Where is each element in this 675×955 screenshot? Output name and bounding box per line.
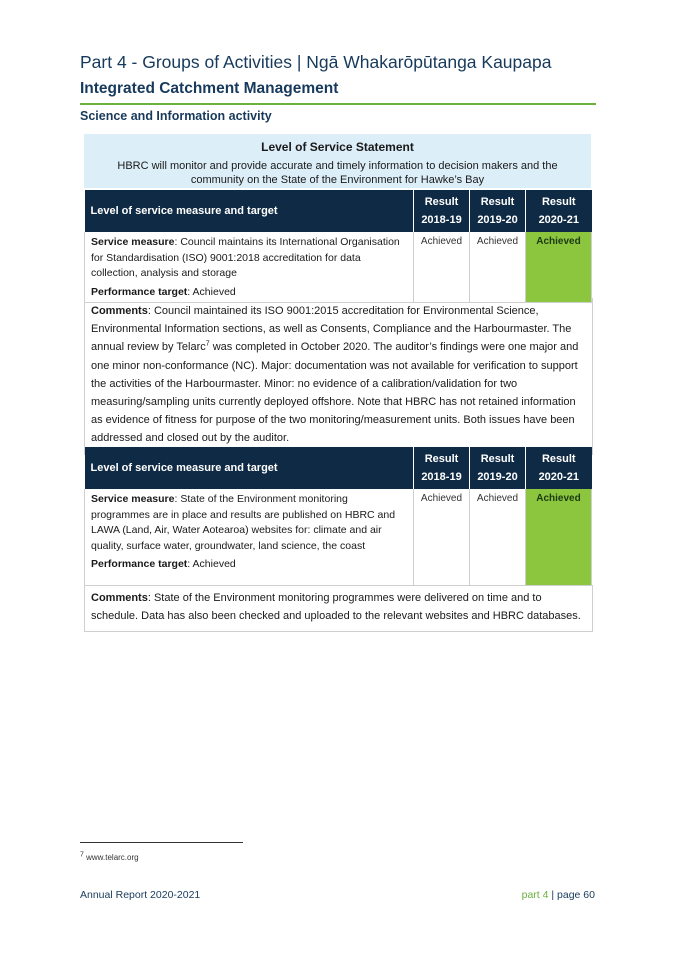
los-title: Level of Service Statement (261, 140, 414, 154)
measure-table-1 (84, 190, 592, 303)
table-row (85, 232, 592, 303)
service-measure: Service measure: Council maintains its International Organisation for Standardisation (ISO) 9001:2018 accreditation for data collection, analysis and storage (91, 236, 400, 279)
header-result-2020-21: Result 2020-21 (526, 447, 592, 489)
activity-title: Science and Information activity (80, 109, 272, 123)
performance-target: Performance target: Achieved (91, 558, 236, 570)
header-result-2019-20: Result 2019-20 (470, 447, 526, 489)
result-2019-20: Achieved (470, 232, 526, 303)
footnote-divider (80, 842, 243, 843)
footer-page-info: part 4 | page 60 (521, 889, 595, 901)
service-measure-cell (85, 232, 414, 303)
performance-target: Performance target: Achieved (91, 285, 236, 298)
header-result-2019-20: Result 2019-20 (470, 190, 526, 232)
comments-2: Comments: State of the Environment monitoring programmes were delivered on time and to schedule. Data has also been checked and uploaded to the relevant websites and HBRC databases. (84, 585, 593, 632)
comments-1: Comments: Council maintained its ISO 9001:2015 accreditation for Environmental Science, Environmental Information sections, as well as Consents, Compliance and the Harbourmaster. The annual review by Telarc$^7$ was completed in October 2020. The auditor’s findings were one major and one minor non-conformance (NC). Major: documentation was not available for verification to support the activities of the Harbourmaster. Minor: no evidence of a calibration/validation for two measuring/sampling units currently deployed offshore. Note that HBRC has not retained information as evidence of fitness for purpose of the two monitoring/measurement units. Both issues have been addressed and closed out by the auditor. (84, 298, 593, 455)
result-2020-21: Achieved (526, 232, 592, 303)
footnote-ref: 7 (205, 340, 210, 348)
section-title: Integrated Catchment Management (80, 80, 339, 97)
measure-table-2 (84, 447, 592, 586)
header-result-2020-21: Result 2020-21 (526, 190, 592, 232)
part-title: Part 4 - Groups of Activities | Ngā Whakarōpūtanga Kaupapa (80, 52, 552, 72)
header-result-2018-19: Result 2018-19 (414, 447, 470, 489)
header-result-2018-19: Result 2018-19 (414, 190, 470, 232)
header-label: Level of service measure and target (85, 190, 414, 232)
footnote: $^7$ www.telarc.org (80, 851, 139, 862)
result-2018-19: Achieved (414, 489, 470, 585)
result-2019-20: Achieved (470, 489, 526, 585)
table-row (85, 489, 592, 585)
service-measure-cell (85, 489, 414, 585)
footer-report-title: Annual Report 2020-2021 (80, 889, 201, 901)
result-2020-21: Achieved (526, 489, 592, 585)
table-header-row (85, 190, 592, 232)
los-body: HBRC will monitor and provide accurate and timely information to decision makers and the community on the State of the Environment for Hawke’s Bay (117, 160, 558, 186)
service-measure: Service measure: State of the Environment monitoring programmes are in place and results are published on HBRC and LAWA (Land, Air, Water Aotearoa) websites for: climate and air quality, surface water, groundwater, land science, the coast (91, 493, 396, 552)
table-header-row (85, 447, 592, 489)
section-divider (80, 103, 596, 105)
level-of-service-statement (84, 134, 591, 188)
result-2018-19: Achieved (414, 232, 470, 303)
header-label: Level of service measure and target (85, 447, 414, 489)
